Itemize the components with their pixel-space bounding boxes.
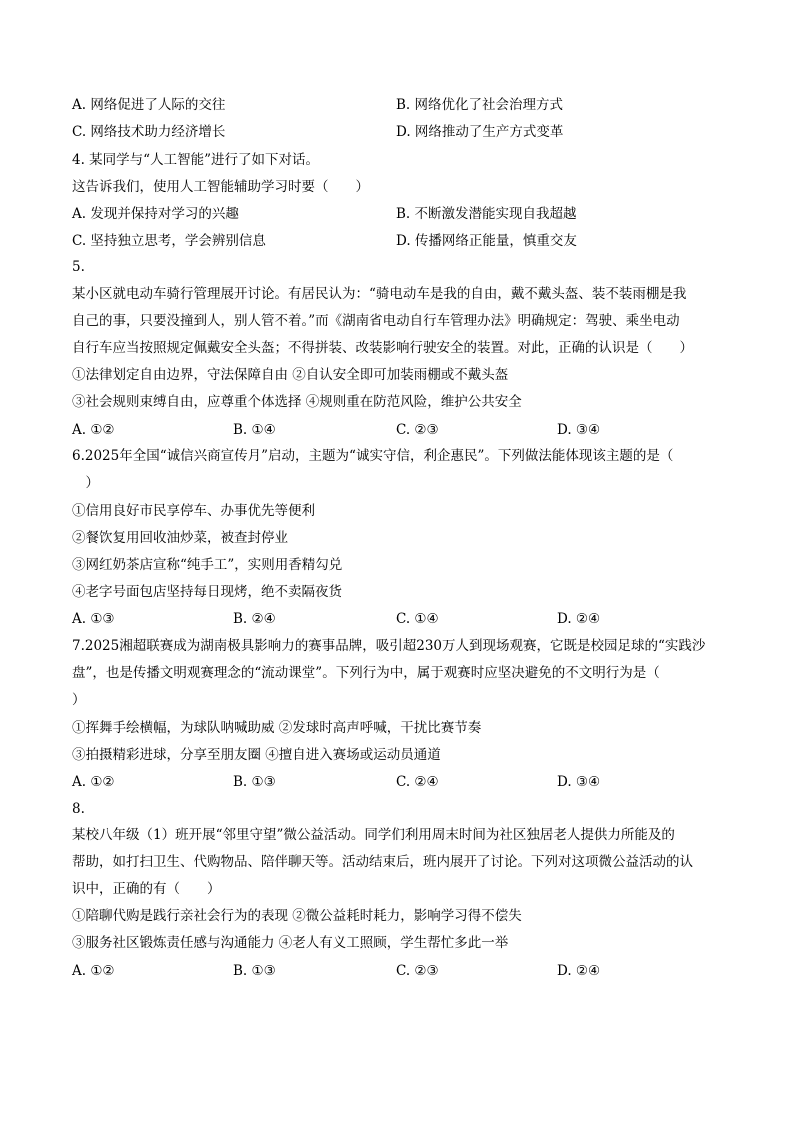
q7-stem-line3: ） — [72, 692, 86, 708]
q8-option-a: A. ①② — [72, 963, 115, 979]
q8-stem-line3: 识中，正确的有（ ） — [72, 881, 221, 897]
q7-option-c: C. ②④ — [396, 774, 439, 790]
q5-stem-line3: 自行车应当按照规定佩戴安全头盔；不得拼装、改装影响行驶安全的装置。对此，正确的认识是（ ） — [72, 340, 693, 356]
q5-option-a: A. ①② — [72, 422, 115, 438]
q6-option-b: B. ②④ — [233, 611, 276, 627]
q8-items-line1: ①陪聊代购是践行亲社会行为的表现 ②微公益耗时耗力，影响学习得不偿失 — [72, 908, 522, 924]
q7-items-line1: ①挥舞手绘横幅，为球队呐喊助威 ②发球时高声呼喊，干扰比赛节奏 — [72, 720, 482, 736]
q5-stem-line2: 自己的事，只要没撞到人，别人管不着。”而《湖南省电动自行车管理办法》明确规定：驾驶、乘坐电动 — [72, 313, 680, 329]
q6-option-c: C. ①④ — [396, 611, 439, 627]
q8-number: 8. — [72, 801, 85, 817]
q8-option-d: D. ②④ — [557, 963, 601, 979]
q5-items-line2: ③社会规则束缚自由，应尊重个体选择 ④规则重在防范风险，维护公共安全 — [72, 394, 522, 410]
q5-stem-line1: 某小区就电动车骑行管理展开讨论。有居民认为：“骑电动车是我的自由，戴不戴头盔、装不装雨棚是我 — [72, 286, 687, 302]
q7-items-line2: ③拍摄精彩进球，分享至朋友圈 ④擅自进入赛场或运动员通道 — [72, 747, 441, 763]
q7-stem-line1: 7.2025湘超联赛成为湖南极具影响力的赛事品牌，吸引超230万人到现场观赛，它既是校园足球的“实践沙 — [72, 638, 706, 654]
q3-option-d: D. 网络推动了生产方式变革 — [396, 124, 564, 140]
q7-option-b: B. ①③ — [233, 774, 276, 790]
q7-option-a: A. ①② — [72, 774, 115, 790]
q7-option-d: D. ③④ — [557, 774, 601, 790]
q6-option-a: A. ①③ — [72, 611, 115, 627]
q5-number: 5. — [72, 259, 85, 275]
q8-stem-line2: 帮助，如打扫卫生、代购物品、陪伴聊天等。活动结束后，班内展开了讨论。下列对这项微公益活动的认 — [72, 854, 693, 870]
q5-option-d: D. ③④ — [557, 422, 601, 438]
q6-item-3: ③网红奶茶店宣称“纯手工”，实则用香精勾兑 — [72, 557, 343, 573]
q6-stem-line2: ） — [72, 475, 99, 491]
q4-option-a: A. 发现并保持对学习的兴趣 — [72, 206, 239, 222]
q8-option-b: B. ①③ — [233, 963, 276, 979]
q4-option-b: B. 不断激发潜能实现自我超越 — [396, 206, 577, 222]
q6-item-2: ②餐饮复用回收油炒菜，被查封停业 — [72, 530, 288, 546]
q5-items-line1: ①法律划定自由边界，守法保障自由 ②自认安全即可加装雨棚或不戴头盔 — [72, 367, 509, 383]
q3-option-a: A. 网络促进了人际的交往 — [72, 97, 226, 113]
q8-items-line2: ③服务社区锻炼责任感与沟通能力 ④老人有义工照顾，学生帮忙多此一举 — [72, 935, 509, 951]
q4-stem-line2: 这告诉我们，使用人工智能辅助学习时要（ ） — [72, 179, 369, 195]
q3-option-b: B. 网络优化了社会治理方式 — [396, 97, 564, 113]
q4-option-c: C. 坚持独立思考，学会辨别信息 — [72, 233, 266, 249]
q6-stem-line1: 6.2025年全国“诚信兴商宣传月”启动，主题为“诚实守信，利企惠民”。下列做法能体现该主题的是（ — [72, 448, 674, 464]
q7-stem-line2: 盘”，也是传播文明观赛理念的“流动课堂”。下列行为中，属于观赛时应坚决避免的不文明行为是（ — [72, 665, 660, 681]
q4-stem-line1: 4. 某同学与“人工智能”进行了如下对话。 — [72, 152, 319, 168]
q5-option-c: C. ②③ — [396, 422, 439, 438]
q5-option-b: B. ①④ — [233, 422, 276, 438]
q8-stem-line1: 某校八年级（1）班开展“邻里守望”微公益活动。同学们利用周末时间为社区独居老人提供力所能及的 — [72, 827, 675, 843]
q4-option-d: D. 传播网络正能量，慎重交友 — [396, 233, 577, 249]
q8-option-c: C. ②③ — [396, 963, 439, 979]
q6-option-d: D. ②④ — [557, 611, 601, 627]
q6-item-1: ①信用良好市民享停车、办事优先等便利 — [72, 503, 315, 519]
q3-option-c: C. 网络技术助力经济增长 — [72, 124, 226, 140]
q6-item-4: ④老字号面包店坚持每日现烤，绝不卖隔夜货 — [72, 584, 342, 600]
